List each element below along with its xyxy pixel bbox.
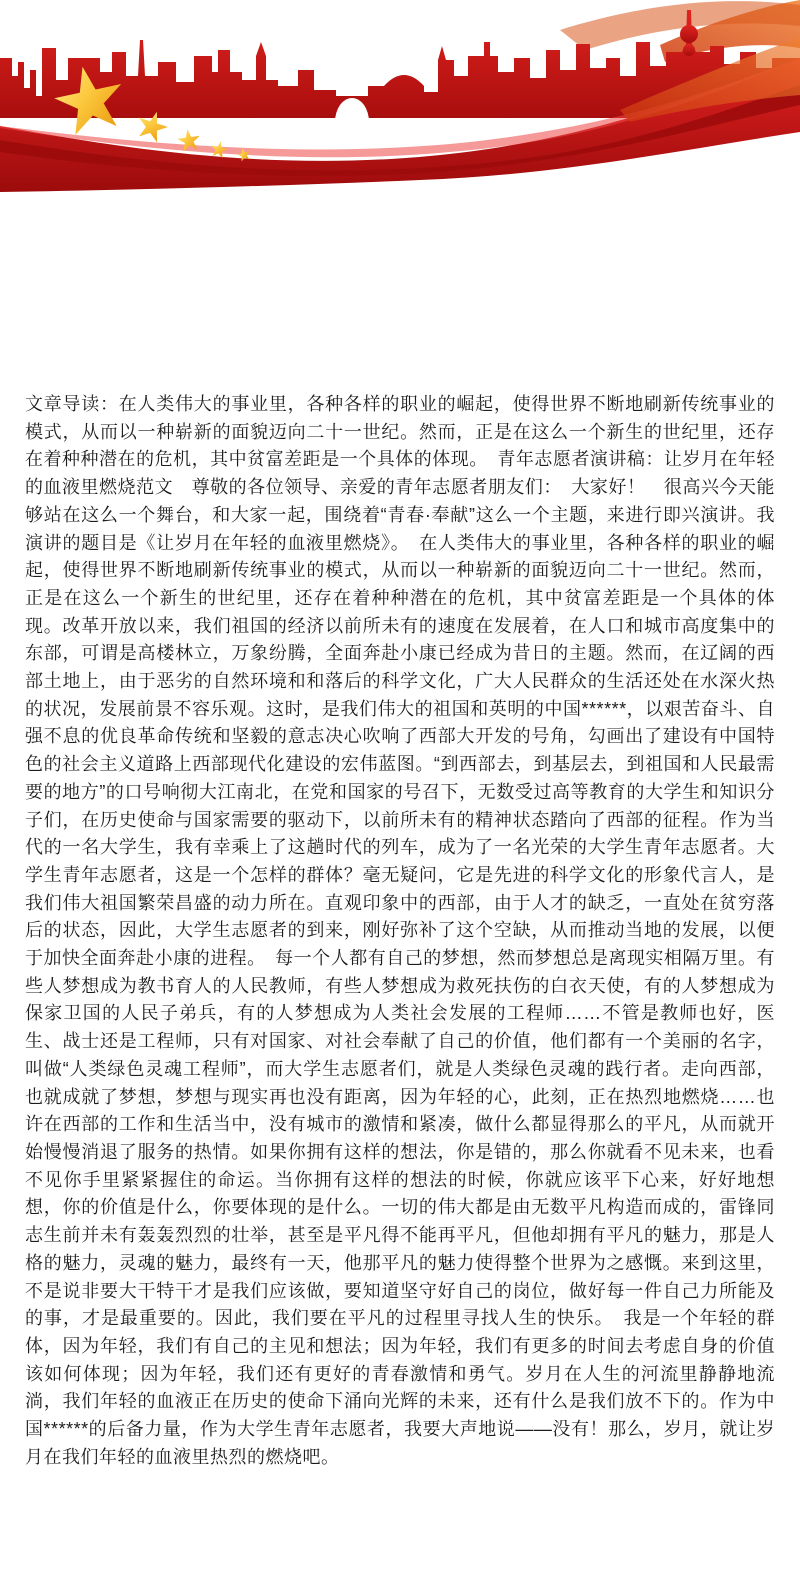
header-banner-graphic (0, 0, 800, 195)
bridge-arch-cutout (335, 98, 369, 146)
article-body: 文章导读：在人类伟大的事业里，各种各样的职业的崛起，使得世界不断地刷新传统事业的模式，从而以一种崭新的面貌迈向二十一世纪。然而，正是在这么一个新生的世纪里，还存在着种种潜在的危机，其中贫富差距是一个具体的体现。 青年志愿者演讲稿：让岁月在年轻的血液里燃烧范文 尊敬的各位领导、亲爱的青年志愿者朋友们： 大家好！ 很高兴今天能够站在这么一个舞台，和大家一起，围绕着“青春·奉献”这么一个主题，来进行即兴演讲。我演讲的题目是《让岁月在年轻的血液里燃烧》。 在人类伟大的事业里，各种各样的职业的崛起，使得世界不断地刷新传统事业的模式，从而以一种崭新的面貌迈向二十一世纪。然而，正是在这么一个新生的世纪里，还存在着种种潜在的危机，其中贫富差距是一个具体的体现。改革开放以来，我们祖国的经济以前所未有的速度在发展着，在人口和城市高度集中的东部，可谓是高楼林立，万象纷腾，全面奔赴小康已经成为昔日的主题。然而，在辽阔的西部土地上，由于恶劣的自然环境和和落后的科学文化，广大人民群众的生活还处在水深火热的状况，发展前景不容乐观。这时，是我们伟大的祖国和英明的中国******，以艰苦奋斗、自强不息的优良革命传统和坚毅的意志决心吹响了西部大开发的号角，勾画出了建设有中国特色的社会主义道路上西部现代化建设的宏伟蓝图。“到西部去，到基层去，到祖国和人民最需要的地方”的口号响彻大江南北，在党和国家的号召下，无数受过高等教育的大学生和知识分子们，在历史使命与国家需要的驱动下，以前所未有的精神状态踏向了西部的征程。作为当代的一名大学生，我有幸乘上了这趟时代的列车，成为了一名光荣的大学生青年志愿者。大学生青年志愿者，这是一个怎样的群体？毫无疑问，它是先进的科学文化的形象代言人，是我们伟大祖国繁荣昌盛的动力所在。直观印象中的西部，由于人才的缺乏，一直处在贫穷落后的状态，因此，大学生志愿者的到来，刚好弥补了这个空缺，从而推动当地的发展，以便于加快全面奔赴小康的进程。 每一个人都有自己的梦想，然而梦想总是离现实相隔万里。有些人梦想成为教书育人的人民教师，有些人梦想成为救死扶伤的白衣天使，有的人梦想成为保家卫国的人民子弟兵，有的人梦想成为人类社会发展的工程师……不管是教师也好，医生、战士还是工程师，只有对国家、对社会奉献了自己的价值，他们都有一个美丽的名字，叫做“人类绿色灵魂工程师”，而大学生志愿者们，就是人类绿色灵魂的践行者。走向西部，也就成就了梦想，梦想与现实再也没有距离，因为年轻的心，此刻，正在热烈地燃烧……也许在西部的工作和生活当中，没有城市的激情和紧凑，做什么都显得那么的平凡，从而就开始慢慢消退了服务的热情。如果你拥有这样的想法，你是错的，那么你就看不见未来，也看不见你手里紧紧握住的命运。当你拥有这样的想法的时候，你就应该平下心来，好好地想想，你的价值是什么，你要体现的是什么。一切的伟大都是由无数平凡构造而成的，雷锋同志生前并未有轰轰烈烈的壮举，甚至是平凡得不能再平凡，但他却拥有平凡的魅力，那是人格的魅力，灵魂的魅力，最终有一天，他那平凡的魅力使得整个世界为之感慨。来到这里，不是说非要大干特干才是我们应该做，要知道坚守好自己的岗位，做好每一件自己力所能及的事，才是最重要的。因此，我们要在平凡的过程里寻找人生的快乐。 我是一个年轻的群体，因为年轻，我们有自己的主见和想法；因为年轻，我们有更多的时间去考虑自身的价值该如何体现；因为年轻，我们还有更好的青春激情和勇气。岁月在人生的河流里静静地流淌，我们年轻的血液正在历史的使命下涌向光辉的未来，还有什么是我们放不下的。作为中国******的后备力量，作为大学生青年志愿者，我要大声地说——没有！那么，岁月，就让岁月在我们年轻的血液里热烈的燃烧吧。 (25, 394, 775, 1467)
whitespace-gap (0, 195, 800, 391)
tower-sphere-bottom (683, 44, 695, 56)
tower-sphere-top (680, 25, 698, 43)
header-banner (0, 0, 800, 195)
